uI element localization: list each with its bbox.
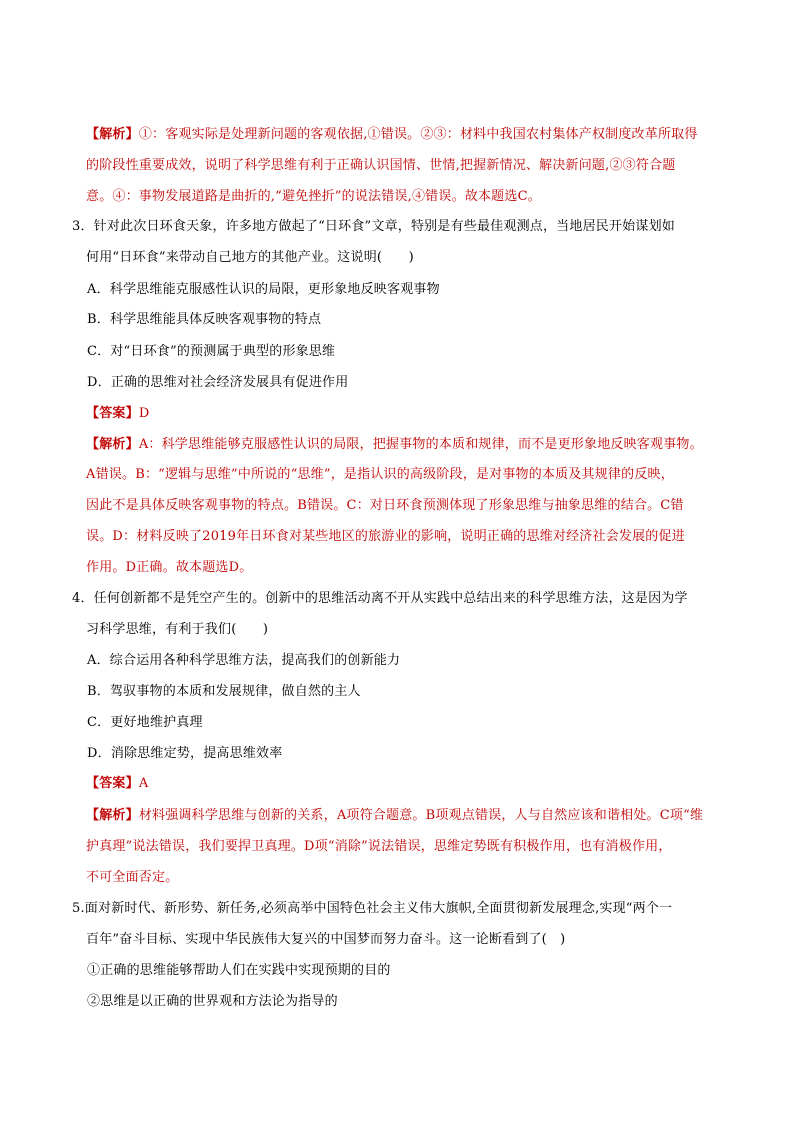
question-4-analysis [86, 807, 703, 825]
analysis-line [86, 188, 541, 206]
question-4-stem: 习科学思维，有利于我们( ) [86, 622, 269, 637]
question-4-option-b: B．驾驭事物的本质和发展规律，做自然的主人 [87, 684, 361, 699]
answer-value: A [138, 776, 149, 791]
answer-value: D [138, 406, 150, 421]
analysis-line: 误。D：材料反映了2019年日环食对某些地区的旅游业的影响，说明正确的思维对经济社会发展的促进 [86, 529, 685, 544]
analysis-tag: 【解析】 [86, 127, 139, 142]
analysis-line: 护真理”说法错误，我们要捍卫真理。D项“消除”说法错误，思维定势既有积极作用，也有消极作用， [86, 839, 672, 854]
analysis-text: A：科学思维能够克服感性认识的局限，把握事物的本质和规律，而不是更形象地反映客观事物。 [138, 437, 703, 452]
analysis-line: 因此不是具体反映客观事物的特点。B错误。C：对日环食预测体现了形象思维与抽象思维的结合。C错 [86, 498, 684, 513]
analysis-line: 的阶段性重要成效，说明了科学思维有利于正确认识国情、世情,把握新情况、解决新问题,②③符合题 [86, 158, 676, 173]
question-3-option-a: A．科学思维能克服感性认识的局限，更形象地反映客观事物 [87, 282, 440, 297]
question-4-answer [86, 775, 148, 793]
analysis-highlight: “避免挫折”的说法错误 [275, 189, 408, 204]
question-4-option-d: D．消除思维定势，提高思维效率 [87, 746, 283, 761]
analysis-text: 材料强调科学思维与创新的关系，A项符合题意。B项观点错误，人与自然应该和谐相处。C项“维 [138, 808, 704, 823]
analysis-line: 作用。D正确。故本题选D。 [86, 560, 253, 575]
analysis-line [86, 126, 698, 144]
question-3-option-d: D．正确的思维对社会经济发展具有促进作用 [87, 375, 349, 390]
question-4-option-c: C．更好地维护真理 [87, 715, 203, 730]
question-3-stem: 3．针对此次日环食天象，许多地方做起了“日环食”文章，特别是有些最佳观测点，当地居民开始谋划如 [72, 219, 675, 234]
answer-tag: 【答案】 [86, 406, 139, 421]
analysis-text: ①：客观实际是处理新问题的客观依据,①错误。②③：材料中我国农村集体产权制度改革所取得 [138, 127, 698, 142]
question-3-analysis [86, 436, 703, 454]
question-3-option-b: B．科学思维能具体反映客观事物的特点 [87, 312, 322, 327]
question-5-statement-1: ①正确的思维能够帮助人们在实践中实现预期的目的 [87, 963, 391, 978]
analysis-text: 意。④：事物发展道路是曲折的, [86, 189, 276, 204]
analysis-text: ,④错误。故本题选C。 [407, 189, 541, 204]
question-5-stem: 百年”奋斗目标、实现中华民族伟大复兴的中国梦而努力奋斗。这一论断看到了( ) [86, 932, 566, 947]
analysis-tag: 【解析】 [86, 437, 139, 452]
question-3-answer [86, 405, 149, 423]
question-3-stem: 何用“日环食”来带动自己地方的其他产业。这说明( ) [86, 250, 414, 265]
analysis-line: A错误。B：“逻辑与思维”中所说的“思维”，是指认识的高级阶段，是对事物的本质及其规律的反映， [86, 467, 674, 482]
question-5-stem: 5.面对新时代、新形势、新任务,必须高举中国特色社会主义伟大旗帜,全面贯彻新发展理念,实现“两个一 [72, 901, 673, 916]
analysis-tag: 【解析】 [86, 808, 139, 823]
analysis-line: 不可全面否定。 [86, 870, 179, 885]
question-4-stem: 4．任何创新都不是凭空产生的。创新中的思维活动离不开从实践中总结出来的科学思维方法，这是因为学 [72, 591, 688, 606]
question-4-option-a: A．综合运用各种科学思维方法，提高我们的创新能力 [87, 653, 401, 668]
question-5-statement-2: ②思维是以正确的世界观和方法论为指导的 [87, 994, 338, 1009]
question-3-option-c: C．对“日环食”的预测属于典型的形象思维 [87, 344, 336, 359]
answer-tag: 【答案】 [86, 776, 139, 791]
